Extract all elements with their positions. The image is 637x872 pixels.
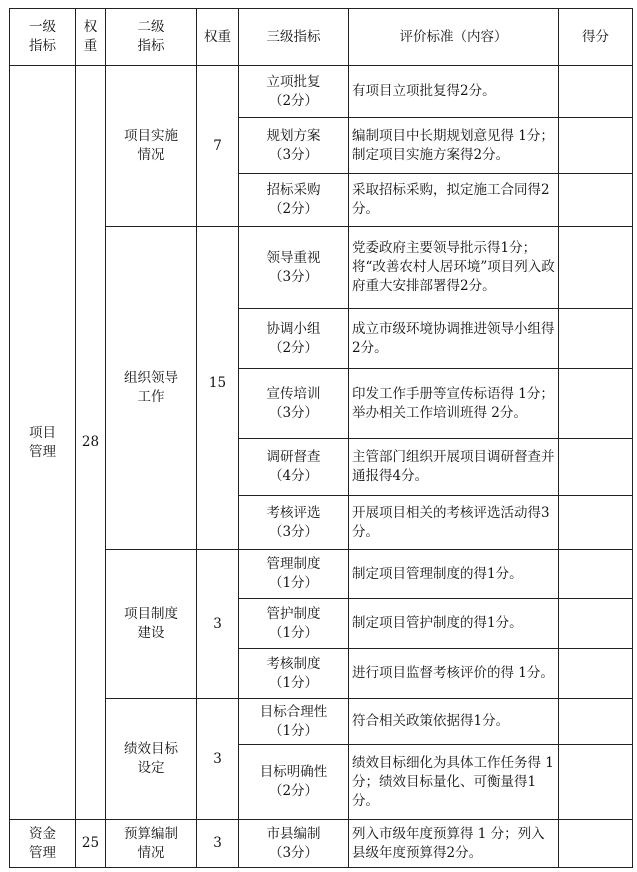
- standard-cell: 绩效目标细化为具体工作任务得 1分；绩效目标量化、可衡量得1分。: [349, 745, 559, 820]
- score-cell: [559, 820, 633, 868]
- level3-cell: [239, 550, 349, 599]
- header-level1: 一级指标: [10, 9, 76, 66]
- evaluation-table: [9, 8, 633, 868]
- score-cell: [559, 439, 633, 496]
- level3-cell: [239, 745, 349, 820]
- level3-cell: [239, 227, 349, 309]
- level3-cell: [239, 309, 349, 369]
- level3-points: （3分）: [268, 844, 319, 861]
- header-level3: 三级指标: [239, 9, 349, 66]
- standard-cell: 开展项目相关的考核评选活动得3分。: [349, 496, 559, 550]
- level2-cell: 组织领导工作: [106, 227, 197, 550]
- level3-name: 协调小组: [266, 320, 321, 337]
- weight2-cell: 3: [197, 550, 239, 699]
- level3-name: 立项批复: [266, 73, 321, 90]
- header-score: 得分: [559, 9, 633, 66]
- standard-cell: 制定项目管理制度的得1分。: [349, 550, 559, 599]
- standard-cell: 进行项目监督考核评价的得 1分。: [349, 649, 559, 699]
- standard-cell: 成立市级环境协调推进领导小组得2分。: [349, 309, 559, 369]
- level3-points: （2分）: [268, 201, 319, 217]
- level3-cell: [239, 699, 349, 745]
- standard-cell: 符合相关政策依据得1分。: [349, 699, 559, 745]
- level3-points: （3分）: [268, 523, 319, 540]
- level3-cell: [239, 369, 349, 439]
- level3-name: 考核评选: [266, 504, 321, 521]
- table-row: [10, 66, 633, 118]
- level3-name: 招标采购: [266, 182, 321, 198]
- standard-cell: 采取招标采购，拟定施工合同得2分。: [349, 174, 559, 227]
- level3-name: 目标明确性: [259, 764, 328, 780]
- standard-cell: 编制项目中长期规划意见得 1分；制定项目实施方案得2分。: [349, 118, 559, 174]
- level3-points: （2分）: [268, 783, 319, 799]
- level3-points: （3分）: [268, 268, 319, 285]
- level3-name: 领导重视: [266, 249, 321, 266]
- score-cell: [559, 699, 633, 745]
- level3-points: （1分）: [268, 674, 319, 691]
- level3-name: 目标合理性: [259, 703, 328, 720]
- level3-points: （4分）: [268, 468, 319, 484]
- header-row: [10, 9, 633, 66]
- weight2-cell: 7: [197, 66, 239, 227]
- standard-cell: 制定项目管护制度的得1分。: [349, 599, 559, 649]
- level3-name: 调研督查: [266, 449, 321, 465]
- weight2-cell: 15: [197, 227, 239, 550]
- standard-cell: 主管部门组织开展项目调研督查并通报得4分。: [349, 439, 559, 496]
- score-cell: [559, 118, 633, 174]
- score-cell: [559, 227, 633, 309]
- standard-cell: 印发工作手册等宣传标语得 1分；举办相关工作培训班得 2分。: [349, 369, 559, 439]
- score-cell: [559, 174, 633, 227]
- level3-cell: [239, 820, 349, 868]
- header-level2: 二级指标: [106, 9, 197, 66]
- table-row: [10, 820, 633, 868]
- header-weight2: 权重: [197, 9, 239, 66]
- header-weight1: 权重: [76, 9, 106, 66]
- score-cell: [559, 550, 633, 599]
- score-cell: [559, 496, 633, 550]
- level2-cell: 预算编制情况: [106, 820, 197, 868]
- level3-cell: [239, 649, 349, 699]
- weight2-cell: 3: [197, 820, 239, 868]
- score-cell: [559, 745, 633, 820]
- level3-cell: [239, 599, 349, 649]
- level3-name: 规划方案: [266, 127, 321, 144]
- level3-cell: [239, 496, 349, 550]
- level3-points: （2分）: [268, 92, 319, 109]
- level3-name: 管护制度: [266, 605, 321, 622]
- level1-cell: 资金管理: [10, 820, 76, 868]
- weight1-cell: 25: [76, 820, 106, 868]
- level3-cell: [239, 118, 349, 174]
- level3-name: 管理制度: [266, 556, 321, 572]
- level3-cell: [239, 174, 349, 227]
- level3-name: 考核制度: [266, 655, 321, 672]
- level3-points: （1分）: [268, 722, 319, 739]
- level2-cell: 绩效目标设定: [106, 699, 197, 820]
- score-cell: [559, 309, 633, 369]
- level2-cell: 项目制度建设: [106, 550, 197, 699]
- level3-points: （3分）: [268, 404, 319, 421]
- level3-name: 宣传培训: [266, 385, 321, 402]
- level3-points: （2分）: [268, 339, 319, 356]
- header-standard: 评价标准（内容）: [349, 9, 559, 66]
- level3-points: （1分）: [268, 575, 319, 591]
- score-cell: [559, 599, 633, 649]
- standard-cell: 有项目立项批复得2分。: [349, 66, 559, 118]
- weight2-cell: 3: [197, 699, 239, 820]
- weight1-cell: 28: [76, 66, 106, 820]
- level3-name: 市县编制: [266, 825, 321, 842]
- level3-cell: [239, 66, 349, 118]
- level3-points: （3分）: [268, 146, 319, 163]
- level1-cell: 项目管理: [10, 66, 76, 820]
- level3-cell: [239, 439, 349, 496]
- standard-cell: 党委政府主要领导批示得1分；将“改善农村人居环境”项目列入政府重大安排部署得2分。: [349, 227, 559, 309]
- level3-points: （1分）: [268, 624, 319, 641]
- level2-cell: 项目实施情况: [106, 66, 197, 227]
- score-cell: [559, 369, 633, 439]
- score-cell: [559, 649, 633, 699]
- score-cell: [559, 66, 633, 118]
- standard-cell: 列入市级年度预算得 1 分；列入县级年度预算得2分。: [349, 820, 559, 868]
